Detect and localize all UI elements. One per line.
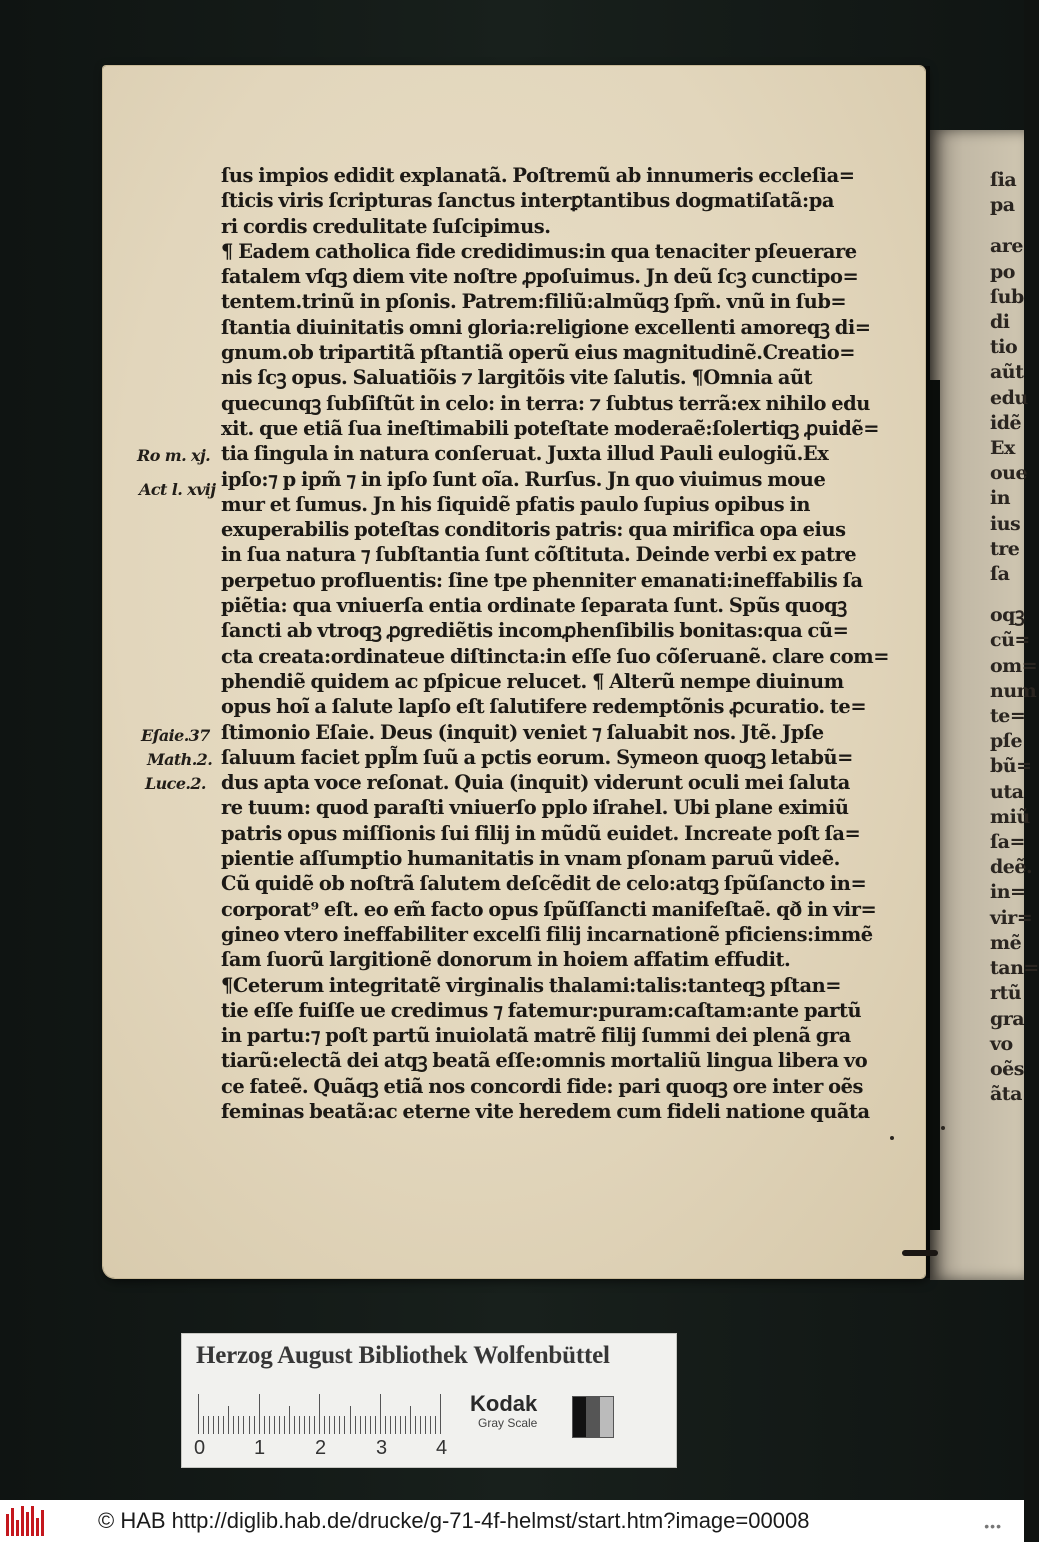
ruler-tick	[360, 1416, 361, 1434]
ruler-tick	[294, 1416, 295, 1434]
facing-page-line: vir=	[990, 906, 1033, 929]
ruler-tick	[334, 1416, 335, 1434]
text-line: in ſua natura ⁊ ſubſtantia ſunt cõſtituta. Deinde verbi ex patre	[221, 543, 857, 567]
facing-page-line: uta	[990, 780, 1024, 803]
ruler-tick	[284, 1416, 285, 1434]
text-line: phendiẽ quidem ac pſpicue relucet. ¶ Alterũ nempe diuinum	[221, 669, 844, 693]
ruler-number: 3	[376, 1437, 388, 1459]
logo-bar	[11, 1508, 14, 1536]
facing-page-line: ius	[990, 512, 1021, 535]
facing-page-line: pſe	[990, 730, 1023, 753]
text-line: ſus impios edidit explanatã. Poſtremũ ab innumeris eccleſia=	[221, 164, 855, 187]
ruler-tick	[329, 1416, 330, 1434]
ruler-tick	[243, 1416, 244, 1434]
facing-page-line: gra	[990, 1007, 1025, 1030]
text-line: gnum.ob tripartitã pſtantiã operũ eius magnitudinẽ.Creatio=	[221, 341, 856, 365]
printed-page	[103, 66, 925, 1278]
ruler-tick	[223, 1416, 224, 1434]
facing-page-line: ſa	[990, 563, 1010, 586]
logo-bar	[31, 1506, 34, 1536]
text-line: corporat⁹ eſt. eo em̃ facto opus ſpũſſancti manifeſtaẽ. qð in vir=	[221, 897, 877, 921]
logo-bar	[26, 1512, 29, 1536]
gray-scale-patch	[572, 1396, 614, 1438]
logo-bar	[36, 1518, 39, 1536]
marginal-note-matthew: Math.2.	[147, 750, 213, 769]
dots-icon[interactable]: •••	[984, 1518, 1002, 1534]
ruler-tick	[400, 1416, 401, 1434]
ruler-tick	[208, 1416, 209, 1434]
ruler-tick	[198, 1394, 199, 1434]
text-line: ſancti ab vtroqꝫ ꝓgrediẽtis incomꝓhenſibilis bonitas:qua cũ=	[221, 619, 849, 643]
text-line: piẽtia: qua vniuerſa entia ordinate ſeparata ſunt. Spũs quoqꝫ	[221, 594, 847, 618]
ink-speck	[941, 1126, 945, 1130]
facing-page-line: in=	[990, 881, 1026, 904]
facing-page-line: idẽ	[990, 411, 1022, 434]
ruler-tick	[370, 1416, 371, 1434]
facing-page-line: aũt	[990, 361, 1024, 384]
ruler-tick	[203, 1416, 204, 1434]
library-name: Herzog August Bibliothek Wolfenbüttel	[196, 1342, 610, 1369]
logo-bar	[6, 1514, 9, 1536]
marginal-note-isaiah: Eſaie.37	[141, 726, 210, 745]
ruler-tick	[375, 1416, 376, 1434]
text-line: in partu:⁊ poſt partũ inuiolatã matrẽ filij ſummi dei plenã gra	[221, 1024, 851, 1048]
facing-page-line: ãta	[990, 1083, 1022, 1106]
text-line: cta creata:ordinateue diſtincta:in eſſe ſuo cõſeruanẽ. clare com=	[221, 644, 890, 668]
text-line: pientie aſſumptio humanitatis in vnam pſonam paruũ videẽ.	[221, 847, 840, 871]
text-line: xit. que etiã ſua ineſtimabili poteſtate moderaẽ:ſolertiqꝫ ꝓuidẽ=	[221, 416, 880, 440]
ruler-tick	[430, 1416, 431, 1434]
text-line: fatalem vſqꝫ diem vite noſtre ꝓpoſuimus. Jn deũ ſcꝫ cunctipo=	[221, 265, 859, 289]
text-line: gineo vtero ineffabiliter excelſi filij incarnationẽ pficiens:immẽ	[221, 922, 873, 946]
ruler-tick	[309, 1416, 310, 1434]
text-line: Cũ quidẽ ob noſtrã ſalutem deſcẽdit de celo:atqꝫ ſpũſancto in=	[221, 872, 867, 896]
text-line: ſaluum faciet ppl̃m ſuũ a pctis eorum. Symeon quoqꝫ letabũ=	[221, 745, 853, 769]
text-line: perpetuo profluentis: ſine tpe phenniter emanati:ineffabilis ſa	[221, 568, 863, 592]
ruler-tick	[259, 1394, 260, 1434]
text-line: dus apta voce reſonat. Quia (inquit) viderunt oculi mei ſaluta	[221, 771, 850, 795]
facing-page-line: oue	[990, 462, 1028, 485]
text-line: tie eſſe fuiſſe ue credimus ⁊ fatemur:puram:caſtam:ante partũ	[221, 998, 862, 1022]
facing-page-line: Ex	[990, 437, 1015, 460]
ruler-tick	[365, 1416, 366, 1434]
ruler-tick	[405, 1416, 406, 1434]
hab-logo-icon[interactable]	[6, 1506, 46, 1536]
ruler-tick	[324, 1416, 325, 1434]
facing-page-line: bũ=	[990, 755, 1032, 778]
ruler-tick	[213, 1416, 214, 1434]
facing-page-line: mẽ	[990, 931, 1022, 954]
ruler-tick	[238, 1416, 239, 1434]
logo-bar	[21, 1506, 24, 1536]
ruler-tick	[264, 1416, 265, 1434]
text-line: re tuum: quod paraſti vniuerſo pplo iſrahel. Ubi plane eximiũ	[221, 796, 849, 820]
ruler-tick	[350, 1406, 351, 1434]
text-line: ¶ Eadem catholica fide credidimus:in qua tenaciter pſeuerare	[221, 239, 857, 263]
kodak-subtitle: Gray Scale	[478, 1416, 538, 1430]
text-line: patris opus miſſionis ſui filij in mũdũ euidet. Increate poſt ſa=	[221, 821, 861, 845]
text-line: ri cordis credulitate ſuſcipimus.	[221, 214, 551, 238]
ruler-tick	[304, 1416, 305, 1434]
kodak-brand: Kodak	[470, 1391, 538, 1416]
text-line: ¶Ceterum integritatẽ virginalis thalami:talis:tanteqꝫ pſtan=	[221, 973, 842, 997]
ruler-tick	[218, 1416, 219, 1434]
ruler-tick	[395, 1416, 396, 1434]
copyright-url[interactable]: © HAB http://diglib.hab.de/drucke/g-71-4f-helmst/start.htm?image=00008	[98, 1508, 810, 1533]
facing-page-text	[990, 168, 1039, 1107]
kodak-gray-scale	[470, 1392, 554, 1430]
facing-page-line: tan=	[990, 957, 1039, 980]
body-text	[221, 163, 890, 1124]
ruler-tick	[228, 1406, 229, 1434]
ruler-tick	[249, 1416, 250, 1434]
text-line: tia ſingula in natura conſeruat. Juxta illud Pauli eulogiũ.Ex	[221, 442, 829, 466]
facing-page-line: edu	[990, 386, 1028, 409]
text-line: ipſo:⁊ p ipm̃ ⁊ in ipſo ſunt oĩa. Rurſus. Jn quo viuimus moue	[221, 467, 826, 491]
facing-page-line: po	[990, 260, 1015, 283]
facing-page-line: ſub	[990, 285, 1024, 308]
ruler-tick	[440, 1394, 441, 1434]
ruler-tick	[355, 1416, 356, 1434]
ruler-tick	[380, 1394, 381, 1434]
ruler-tick	[425, 1416, 426, 1434]
facing-page	[930, 130, 1039, 1280]
text-line: exuperabilis poteſtas conditoris patris: qua mirifica opa eius	[221, 518, 846, 542]
text-line: ſticis viris ſcripturas ſanctus interꝑtantibus dogmatiſatã:pa	[221, 189, 834, 213]
facing-page-line: tre	[990, 537, 1020, 560]
logo-bar	[16, 1520, 19, 1536]
ruler-tick	[339, 1416, 340, 1434]
facing-page-line: in	[990, 487, 1011, 510]
ruler-number: 2	[315, 1437, 327, 1459]
ruler-tick	[289, 1406, 290, 1434]
text-line: quecunqꝫ ſubſiſtũt in celo: in terra: ⁊ ſubtus terrã:ex nihilo edu	[221, 391, 870, 415]
facing-page-line: tio	[990, 336, 1018, 359]
ruler-tick	[233, 1416, 234, 1434]
facing-page-line: ſa=	[990, 831, 1025, 854]
facing-page-line: num	[990, 679, 1037, 702]
ruler-tick	[390, 1416, 391, 1434]
text-line: feminas beatã:ac eterne vite heredem cum fideli natione quãta	[221, 1099, 870, 1123]
text-line: mur et ſumus. Jn his ſiquidẽ pfatis paulo ſupius opibus in	[221, 492, 811, 516]
facing-page-line: deẽ.	[990, 856, 1033, 879]
text-line: nis ſcꝫ opus. Saluatiõis ⁊ largitõis vite ſalutis. ¶Omnia aũt	[221, 366, 813, 390]
ruler-tick	[274, 1416, 275, 1434]
ruler-tick	[420, 1416, 421, 1434]
facing-page-line: di	[990, 311, 1010, 334]
library-label-card	[181, 1333, 677, 1468]
scale-ruler	[198, 1394, 446, 1434]
ruler-tick	[415, 1416, 416, 1434]
marginal-note-acts: Act l. xvij	[139, 480, 216, 499]
ruler-number: 4	[436, 1437, 448, 1459]
ruler-tick	[435, 1416, 436, 1434]
text-line: ſam ſuorũ largitionẽ donorum in hoiem affatim effudit.	[221, 948, 791, 972]
facing-page-line: are	[990, 235, 1023, 258]
ruler-tick	[254, 1416, 255, 1434]
facing-page-line: pa	[990, 194, 1015, 217]
text-line: opus hoĩ a ſalute lapſo eſt ſalutifere redemptõnis ꝓcuratio. te=	[221, 695, 867, 719]
facing-page-line: oẽs	[990, 1057, 1024, 1080]
text-line: tiarũ:electã dei atqꝫ beatã eſſe:omnis mortaliũ lingua libera vo	[221, 1049, 868, 1073]
ruler-number: 1	[254, 1437, 266, 1459]
ruler-tick	[269, 1416, 270, 1434]
text-line: ſtimonio Eſaie. Deus (inquit) veniet ⁊ ſaluabit nos. Jtẽ. Jpſe	[221, 720, 824, 744]
facing-page-line: vo	[990, 1032, 1013, 1055]
facing-page-line: oqꝫ	[990, 604, 1025, 627]
marginal-note-romans: Ro m. xj.	[137, 446, 211, 465]
text-line: tentem.trinũ in pſonis. Patrem:filiũ:almũqꝫ ſpm̃. vnũ in ſub=	[221, 290, 847, 314]
ruler-tick	[385, 1416, 386, 1434]
facing-page-line: miũ	[990, 805, 1030, 828]
ruler-tick	[344, 1416, 345, 1434]
text-line: ſtantia diuinitatis omni gloria:religione excellenti amoreqꝫ di=	[221, 315, 871, 339]
ink-speck	[890, 1136, 894, 1140]
facing-page-line: te=	[990, 705, 1026, 728]
facing-page-line: ſia	[990, 169, 1017, 191]
facing-page-line: cũ=	[990, 629, 1030, 652]
logo-bar	[41, 1510, 44, 1536]
ruler-tick	[319, 1394, 320, 1434]
ruler-tick	[299, 1416, 300, 1434]
facing-page-line: rtũ	[990, 982, 1022, 1005]
marginal-note-luke: Luce.2.	[145, 774, 206, 793]
book-clamp	[902, 1250, 938, 1256]
ruler-number: 0	[194, 1437, 206, 1459]
ruler-tick	[279, 1416, 280, 1434]
text-line: ce fateẽ. Quãqꝫ etiã nos concordi fide: pari quoqꝫ ore inter oẽs	[221, 1074, 863, 1098]
viewer-footer	[0, 1500, 1024, 1542]
ruler-tick	[314, 1416, 315, 1434]
facing-page-line: om=	[990, 654, 1038, 677]
ruler-tick	[410, 1406, 411, 1434]
